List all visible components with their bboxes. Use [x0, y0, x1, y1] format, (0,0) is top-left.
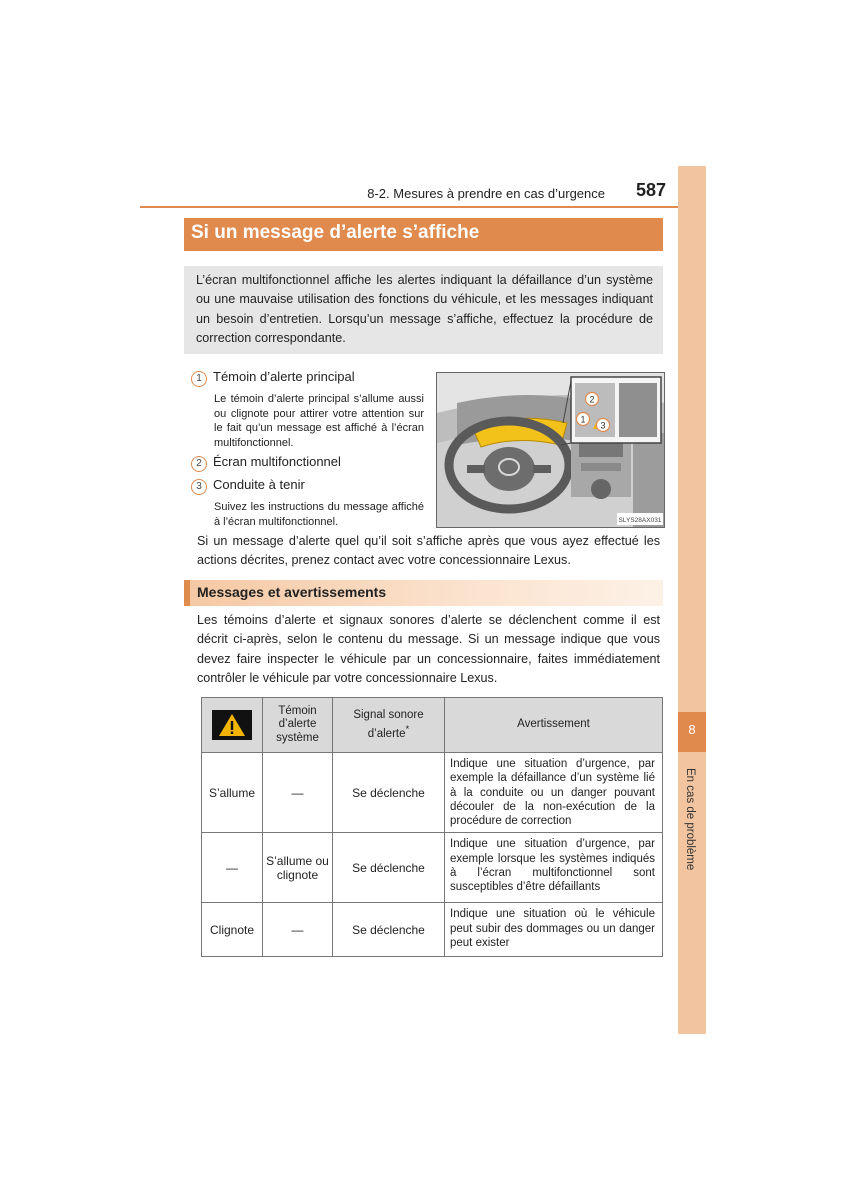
- table-header-buzzer: [333, 698, 445, 753]
- page-title: Si un message d’alerte s’affiche: [191, 222, 480, 243]
- table-header-system-light: Témoin d’alerte système: [263, 698, 333, 753]
- chapter-title: En cas de problème: [684, 768, 696, 871]
- figure-code: SLYS28AX031: [618, 517, 662, 524]
- item-3: [191, 477, 305, 495]
- item-1: [191, 369, 355, 387]
- item-label: Conduite à tenir: [213, 477, 305, 492]
- figure-callout-3: 3: [600, 420, 606, 431]
- item-description: Le témoin d’alerte principal s’allume aussi ou clignote pour attirer votre attention sur le fait qu’un message est affiché à l’écran multifonctionnel.: [214, 393, 424, 449]
- subsection-banner-accent: [184, 580, 190, 606]
- table-cell: S’allume: [202, 753, 263, 833]
- table-row: [202, 903, 663, 957]
- figure-callout-2: 2: [589, 394, 595, 405]
- chapter-number: 8: [688, 722, 696, 737]
- table-cell: Se déclenche: [333, 753, 445, 833]
- figure-callout-1: 1: [580, 414, 586, 425]
- item-2: [191, 454, 341, 472]
- table-cell: Se déclenche: [333, 903, 445, 957]
- section-title: 8-2. Mesures à prendre en cas d’urgence: [367, 186, 605, 201]
- table-cell-description: Indique une situation où le véhicule peut subir des dommages ou un danger peut exister: [445, 903, 663, 957]
- item-number: 3: [191, 479, 207, 495]
- item-description: Suivez les instructions du message affiché à l’écran multifonctionnel.: [214, 501, 424, 528]
- item-label: Écran multifonctionnel: [213, 454, 341, 469]
- paragraph-contact: Si un message d’alerte quel qu’il soit s’affiche après que vous ayez effectué les actions décrites, prenez contact avec votre concessionnaire Lexus.: [197, 534, 660, 568]
- table-cell: —: [202, 833, 263, 903]
- item-number: 2: [191, 456, 207, 472]
- page-number: 587: [636, 180, 667, 200]
- table-cell-description: Indique une situation d’urgence, par exemple la défaillance d’un système lié à la conduite ou un danger pouvant découler de la non-exécution de la procédure de correction: [445, 753, 663, 833]
- table-cell: Clignote: [202, 903, 263, 957]
- warning-triangle-icon: [212, 710, 252, 740]
- table-cell: Se déclenche: [333, 833, 445, 903]
- footnote-marker: *: [405, 723, 410, 735]
- subsection-text: Les témoins d’alerte et signaux sonores d’alerte se déclenchent comme il est décrit ci-après, selon le contenu du message. Si un message indique que vous devez faire inspecter le véhicule par un concessionnaire, faites immédiatement contrôler le véhicule par votre concessionnaire Lexus.: [197, 613, 660, 685]
- table-header-icon-cell: [202, 698, 263, 753]
- table-cell-description: Indique une situation d’urgence, par exemple lorsque les systèmes indiqués à l’écran multifonctionnel sont susceptibles d’être défaillants: [445, 833, 663, 903]
- dashboard-illustration: [437, 373, 664, 527]
- header-divider: [140, 206, 678, 208]
- table-row: [202, 753, 663, 833]
- table-header-warning: Avertissement: [445, 698, 663, 753]
- dashboard-figure: [436, 372, 665, 528]
- item-number: 1: [191, 371, 207, 387]
- chapter-side-tab: [678, 166, 706, 1034]
- warnings-table: [201, 697, 663, 957]
- table-cell: —: [263, 903, 333, 957]
- subsection-title: Messages et avertissements: [197, 584, 387, 600]
- table-row: [202, 833, 663, 903]
- table-header-buzzer-label: Signal sonore d’alerte: [353, 709, 424, 740]
- item-label: Témoin d’alerte principal: [213, 369, 355, 384]
- table-cell: —: [263, 753, 333, 833]
- intro-text: L’écran multifonctionnel affiche les alertes indiquant la défaillance d’un système ou une mauvaise utilisation des fonctions du véhicule, et les messages indiquant un besoin d’entretien. Lorsqu’un message s’affiche, effectuez la procédure de correction correspondante.: [196, 273, 653, 345]
- table-header-row: [202, 698, 663, 753]
- table-cell: S’allume ou clignote: [263, 833, 333, 903]
